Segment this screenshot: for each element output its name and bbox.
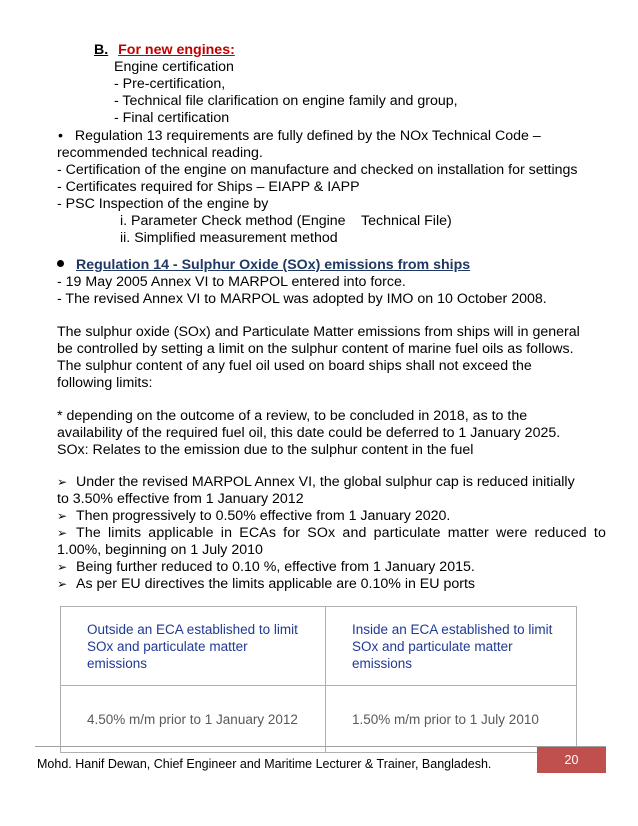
reg13-sub-item: i. Parameter Check method (Engine Technical File) <box>120 213 452 229</box>
table-header-inside-eca: Inside an ECA established to limit SOx and particulate matter emissions <box>326 607 577 686</box>
bullet-icon <box>57 260 64 267</box>
reg14-paragraph-line: SOx: Relates to the emission due to the sulphur content in the fuel <box>57 442 474 458</box>
table-cell-inside-eca: 1.50% m/m prior to 1 July 2010 <box>326 686 577 753</box>
sulphur-limits-table <box>60 606 577 753</box>
table-header-outside-eca: Outside an ECA established to limit SOx and particulate matter emissions <box>61 607 326 686</box>
section-b-label: B. <box>94 42 109 58</box>
table-cell-outside-eca: 4.50% m/m prior to 1 January 2012 <box>61 686 326 753</box>
reg14-heading-line <box>57 257 470 274</box>
arrow-item-continuation: 1.00%, beginning on 1 July 2010 <box>57 542 263 558</box>
arrow-bullet-icon: ➢ <box>57 509 68 523</box>
reg13-item: - Certificates required for Ships – EIAPP & IAPP <box>57 179 360 195</box>
reg14-line: - The revised Annex VI to MARPOL was adopted by IMO on 10 October 2008. <box>57 291 547 307</box>
arrow-item: ➢ Under the revised MARPOL Annex VI, the global sulphur cap is reduced initially <box>57 474 575 490</box>
arrow-item: ➢ Being further reduced to 0.10 %, effective from 1 January 2015. <box>57 559 475 575</box>
arrow-item-continuation: to 3.50% effective from 1 January 2012 <box>57 491 304 507</box>
reg14-paragraph-line: * depending on the outcome of a review, to be concluded in 2018, as to the <box>57 408 528 424</box>
section-b-line: - Technical file clarification on engine family and group, <box>114 93 458 109</box>
reg14-paragraph-line: The sulphur oxide (SOx) and Particulate Matter emissions from ships will in general <box>57 324 580 340</box>
arrow-item: ➢ The limits applicable in ECAs for SOx and particulate matter were reduced to <box>57 525 606 541</box>
reg14-line: - 19 May 2005 Annex VI to MARPOL entered into force. <box>57 274 406 290</box>
footer-divider <box>35 746 606 747</box>
table-row <box>61 686 577 753</box>
section-b-title: For new engines: <box>118 42 235 58</box>
reg13-line1: Regulation 13 requirements are fully defined by the NOx Technical Code – <box>74 128 541 144</box>
reg14-heading: Regulation 14 - Sulphur Oxide (SOx) emissions from ships <box>75 257 471 273</box>
page-number-badge: 20 <box>537 747 606 773</box>
arrow-item: ➢ As per EU directives the limits applicable are 0.10% in EU ports <box>57 576 476 592</box>
arrow-item: ➢ Then progressively to 0.50% effective from 1 January 2020. <box>57 508 451 524</box>
section-b-line: - Final certification <box>114 110 230 126</box>
reg14-paragraph-line: be controlled by setting a limit on the sulphur content of marine fuel oils as follows. <box>57 341 574 357</box>
section-b-heading <box>94 42 235 59</box>
reg14-paragraph-line: following limits: <box>57 375 153 391</box>
section-b-line: Engine certification <box>114 59 234 75</box>
reg13-bullet-line <box>58 128 541 145</box>
reg13-sub-item: ii. Simplified measurement method <box>120 230 338 246</box>
reg13-item: - Certification of the engine on manufacture and checked on installation for settings <box>57 162 578 178</box>
arrow-bullet-icon: ➢ <box>57 475 68 489</box>
section-b-line: - Pre-certification, <box>114 76 226 92</box>
reg13-item: - PSC Inspection of the engine by <box>57 196 269 212</box>
reg14-paragraph-line: availability of the required fuel oil, this date could be deferred to 1 January 2025. <box>57 425 561 441</box>
reg14-paragraph-line: The sulphur content of any fuel oil used on board ships shall not exceed the <box>57 358 532 374</box>
footer-author: Mohd. Hanif Dewan, Chief Engineer and Maritime Lecturer & Trainer, Bangladesh. <box>37 757 492 771</box>
table-header-row <box>61 607 577 686</box>
arrow-bullet-icon: ➢ <box>57 526 68 540</box>
bullet-icon: • <box>58 128 63 144</box>
arrow-bullet-icon: ➢ <box>57 577 68 591</box>
arrow-bullet-icon: ➢ <box>57 560 68 574</box>
reg13-line2: recommended technical reading. <box>57 145 263 161</box>
